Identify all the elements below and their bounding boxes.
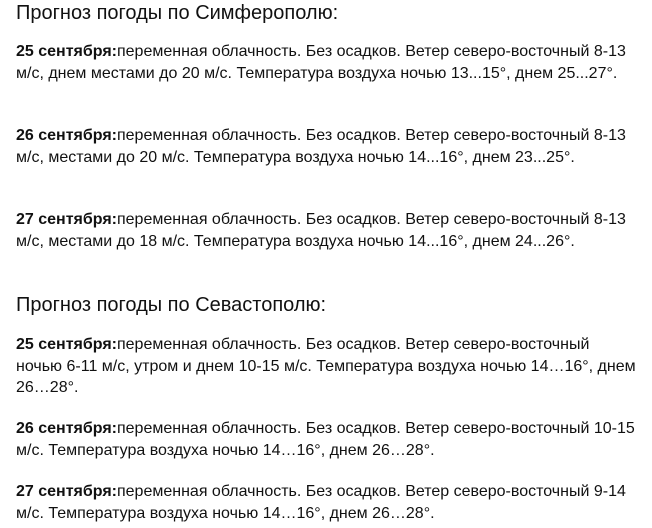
forecast-date: 27 сентября: (16, 211, 117, 228)
forecast-entry (16, 418, 636, 461)
forecast-date: 25 сентября: (16, 43, 117, 60)
forecast-text: переменная облачность. Без осадков. Ветер северо-восточный 8-13 м/с, днем местами до 20 м/с. Температура воздуха ночью 13...15°, днем 25...27°. (16, 43, 626, 82)
forecast-text: переменная облачность. Без осадков. Ветер северо-восточный 8-13 м/с, местами до 18 м/с. Температура воздуха ночью 14...16°, днем 24...26°. (16, 211, 626, 250)
forecast-date: 26 сентября: (16, 420, 117, 437)
forecast-text: переменная облачность. Без осадков. Ветер северо-восточный 10-15 м/с. Температура воздуха ночью 14…16°, днем 26…28°. (16, 420, 635, 459)
forecast-date: 25 сентября: (16, 336, 117, 353)
forecast-entry (16, 481, 636, 524)
forecast-entry (16, 125, 636, 168)
forecast-text: переменная облачность. Без осадков. Ветер северо-восточный ночью 6-11 м/с, утром и днем 10-15 м/с. Температура воздуха ночью 14…16°, днем 26…28°. (16, 336, 636, 396)
forecast-entry (16, 334, 636, 399)
forecast-date: 26 сентября: (16, 127, 117, 144)
forecast-entry (16, 41, 636, 84)
forecast-date: 27 сентября: (16, 483, 117, 500)
forecast-text: переменная облачность. Без осадков. Ветер северо-восточный 9-14 м/с. Температура воздуха ночью 14…16°, днем 26…28°. (16, 483, 626, 522)
section-title-sevastopol: Прогноз погоды по Севастополю: (16, 294, 327, 316)
forecast-entry (16, 209, 636, 252)
forecast-text: переменная облачность. Без осадков. Ветер северо-восточный 8-13 м/с, местами до 20 м/с. Температура воздуха ночью 14...16°, днем 23...25°. (16, 127, 626, 166)
section-title-simferopol: Прогноз погоды по Симферополю: (16, 2, 339, 24)
